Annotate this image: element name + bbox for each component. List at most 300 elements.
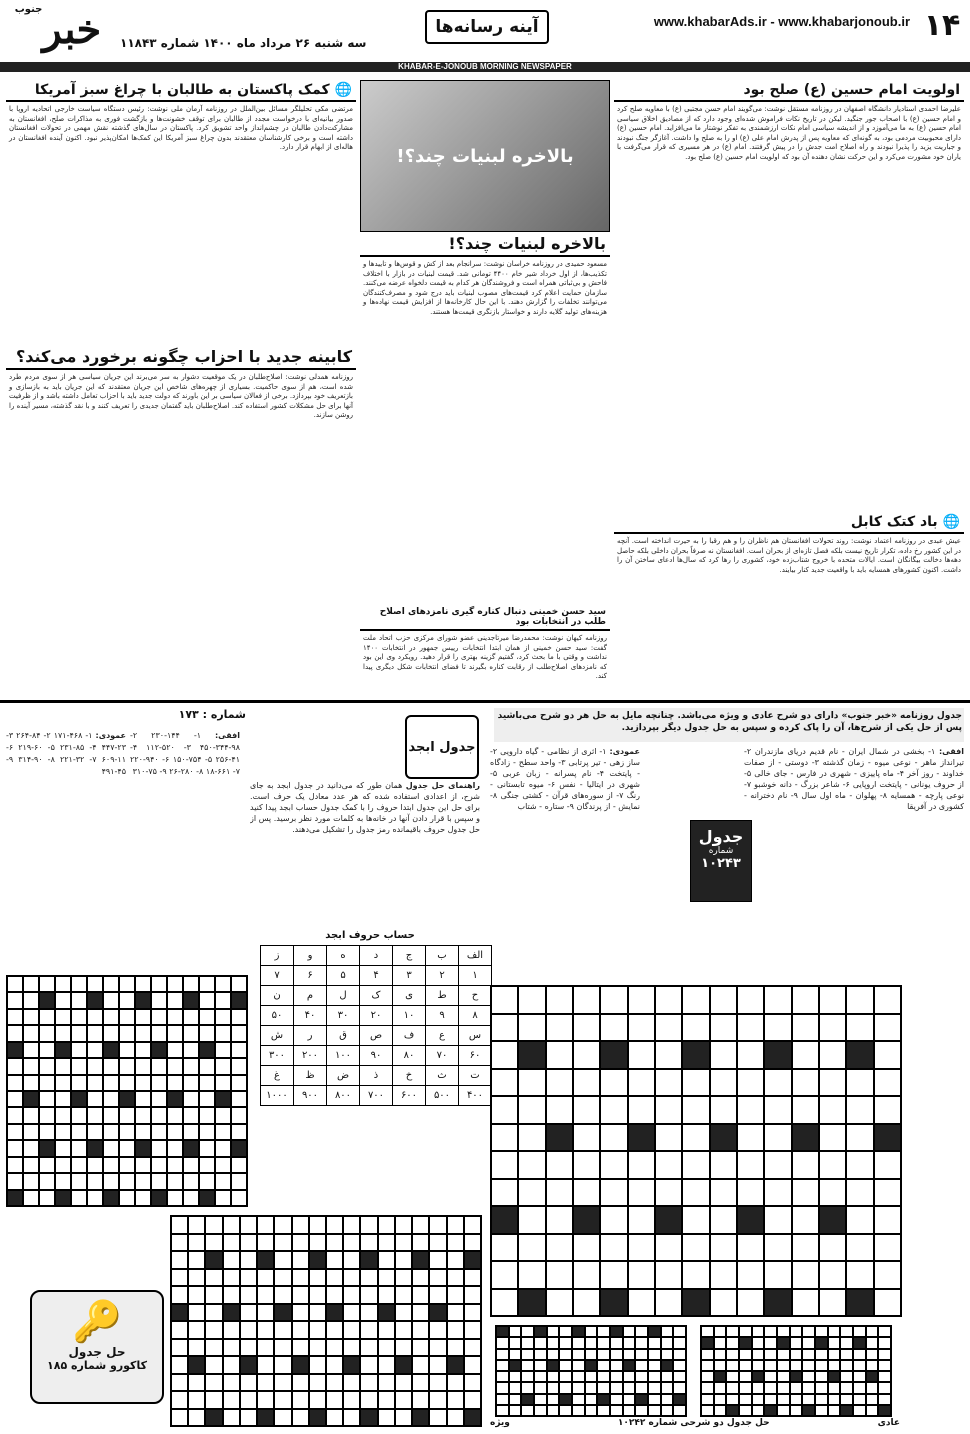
grid-cell[interactable] xyxy=(777,1349,790,1360)
grid-cell[interactable] xyxy=(23,1173,39,1189)
grid-cell[interactable] xyxy=(215,1173,231,1189)
grid-cell[interactable] xyxy=(764,1179,791,1207)
grid-cell[interactable] xyxy=(496,1394,509,1405)
grid-cell[interactable] xyxy=(600,1069,627,1097)
grid-cell[interactable] xyxy=(878,1326,891,1337)
grid-cell[interactable] xyxy=(71,976,87,992)
grid-cell[interactable] xyxy=(87,1058,103,1074)
grid-cell[interactable] xyxy=(777,1337,790,1348)
grid-cell[interactable] xyxy=(257,1321,274,1339)
grid-cell[interactable] xyxy=(135,1140,151,1156)
grid-cell[interactable] xyxy=(819,986,846,1014)
grid-cell[interactable] xyxy=(274,1321,291,1339)
grid-cell[interactable] xyxy=(739,1360,752,1371)
grid-cell[interactable] xyxy=(447,1304,464,1322)
grid-cell[interactable] xyxy=(151,1075,167,1091)
grid-cell[interactable] xyxy=(874,1069,901,1097)
grid-cell[interactable] xyxy=(792,1234,819,1262)
grid-cell[interactable] xyxy=(655,1289,682,1317)
grid-cell[interactable] xyxy=(655,1234,682,1262)
grid-cell[interactable] xyxy=(585,1371,598,1382)
grid-cell[interactable] xyxy=(343,1269,360,1287)
grid-cell[interactable] xyxy=(597,1394,610,1405)
grid-cell[interactable] xyxy=(464,1216,481,1234)
grid-cell[interactable] xyxy=(135,1157,151,1173)
grid-cell[interactable] xyxy=(846,1179,873,1207)
grid-cell[interactable] xyxy=(223,1216,240,1234)
grid-cell[interactable] xyxy=(23,1091,39,1107)
grid-cell[interactable] xyxy=(103,1124,119,1140)
grid-cell[interactable] xyxy=(491,986,518,1014)
grid-cell[interactable] xyxy=(682,1289,709,1317)
grid-cell[interactable] xyxy=(231,1058,247,1074)
grid-cell[interactable] xyxy=(521,1394,534,1405)
grid-cell[interactable] xyxy=(792,1261,819,1289)
grid-cell[interactable] xyxy=(23,1124,39,1140)
grid-cell[interactable] xyxy=(585,1326,598,1337)
grid-cell[interactable] xyxy=(360,1286,377,1304)
grid-cell[interactable] xyxy=(87,1140,103,1156)
grid-cell[interactable] xyxy=(764,1151,791,1179)
grid-cell[interactable] xyxy=(764,1371,777,1382)
grid-cell[interactable] xyxy=(764,1124,791,1152)
grid-cell[interactable] xyxy=(395,1339,412,1357)
grid-cell[interactable] xyxy=(559,1405,572,1416)
grid-cell[interactable] xyxy=(491,1261,518,1289)
grid-cell[interactable] xyxy=(215,1075,231,1091)
grid-cell[interactable] xyxy=(764,1041,791,1069)
grid-cell[interactable] xyxy=(55,1157,71,1173)
grid-cell[interactable] xyxy=(326,1339,343,1357)
grid-cell[interactable] xyxy=(792,1041,819,1069)
grid-cell[interactable] xyxy=(840,1405,853,1416)
grid-cell[interactable] xyxy=(215,1157,231,1173)
grid-cell[interactable] xyxy=(103,1190,119,1206)
grid-cell[interactable] xyxy=(878,1371,891,1382)
grid-cell[interactable] xyxy=(874,1179,901,1207)
grid-cell[interactable] xyxy=(661,1360,674,1371)
grid-cell[interactable] xyxy=(655,1261,682,1289)
grid-cell[interactable] xyxy=(360,1269,377,1287)
grid-cell[interactable] xyxy=(257,1234,274,1252)
grid-cell[interactable] xyxy=(167,992,183,1008)
grid-cell[interactable] xyxy=(547,1405,560,1416)
grid-cell[interactable] xyxy=(764,1014,791,1042)
grid-cell[interactable] xyxy=(183,1075,199,1091)
grid-cell[interactable] xyxy=(199,992,215,1008)
grid-cell[interactable] xyxy=(752,1405,765,1416)
grid-cell[interactable] xyxy=(188,1391,205,1409)
grid-cell[interactable] xyxy=(491,1151,518,1179)
grid-cell[interactable] xyxy=(714,1326,727,1337)
grid-cell[interactable] xyxy=(378,1356,395,1374)
grid-cell[interactable] xyxy=(802,1360,815,1371)
grid-cell[interactable] xyxy=(682,1151,709,1179)
grid-cell[interactable] xyxy=(171,1339,188,1357)
grid-cell[interactable] xyxy=(360,1374,377,1392)
grid-cell[interactable] xyxy=(167,1009,183,1025)
grid-cell[interactable] xyxy=(240,1251,257,1269)
grid-cell[interactable] xyxy=(257,1391,274,1409)
grid-cell[interactable] xyxy=(572,1360,585,1371)
grid-cell[interactable] xyxy=(726,1326,739,1337)
grid-cell[interactable] xyxy=(661,1337,674,1348)
grid-cell[interactable] xyxy=(518,1179,545,1207)
grid-cell[interactable] xyxy=(819,1124,846,1152)
grid-cell[interactable] xyxy=(518,1014,545,1042)
grid-cell[interactable] xyxy=(840,1382,853,1393)
grid-cell[interactable] xyxy=(378,1269,395,1287)
grid-cell[interactable] xyxy=(71,1025,87,1041)
grid-cell[interactable] xyxy=(802,1382,815,1393)
grid-cell[interactable] xyxy=(874,1261,901,1289)
grid-cell[interactable] xyxy=(240,1409,257,1427)
grid-cell[interactable] xyxy=(496,1326,509,1337)
grid-cell[interactable] xyxy=(673,1382,686,1393)
grid-cell[interactable] xyxy=(648,1337,661,1348)
grid-cell[interactable] xyxy=(55,1091,71,1107)
grid-cell[interactable] xyxy=(151,1058,167,1074)
grid-cell[interactable] xyxy=(257,1251,274,1269)
grid-cell[interactable] xyxy=(546,1069,573,1097)
grid-cell[interactable] xyxy=(167,1124,183,1140)
grid-cell[interactable] xyxy=(231,1107,247,1123)
grid-cell[interactable] xyxy=(701,1405,714,1416)
grid-cell[interactable] xyxy=(573,1179,600,1207)
grid-cell[interactable] xyxy=(395,1391,412,1409)
grid-cell[interactable] xyxy=(635,1405,648,1416)
grid-cell[interactable] xyxy=(71,1173,87,1189)
grid-cell[interactable] xyxy=(828,1405,841,1416)
grid-cell[interactable] xyxy=(737,1041,764,1069)
grid-cell[interactable] xyxy=(55,976,71,992)
grid-cell[interactable] xyxy=(39,1042,55,1058)
grid-cell[interactable] xyxy=(710,1206,737,1234)
grid-cell[interactable] xyxy=(188,1216,205,1234)
grid-cell[interactable] xyxy=(597,1382,610,1393)
grid-cell[interactable] xyxy=(509,1360,522,1371)
grid-cell[interactable] xyxy=(292,1356,309,1374)
grid-cell[interactable] xyxy=(628,986,655,1014)
grid-cell[interactable] xyxy=(274,1356,291,1374)
grid-cell[interactable] xyxy=(600,1014,627,1042)
grid-cell[interactable] xyxy=(752,1360,765,1371)
grid-cell[interactable] xyxy=(655,1124,682,1152)
grid-cell[interactable] xyxy=(655,1206,682,1234)
grid-cell[interactable] xyxy=(171,1409,188,1427)
grid-cell[interactable] xyxy=(103,992,119,1008)
grid-cell[interactable] xyxy=(151,976,167,992)
grid-cell[interactable] xyxy=(257,1216,274,1234)
grid-cell[interactable] xyxy=(447,1216,464,1234)
grid-cell[interactable] xyxy=(7,1173,23,1189)
grid-cell[interactable] xyxy=(790,1360,803,1371)
grid-cell[interactable] xyxy=(412,1286,429,1304)
grid-cell[interactable] xyxy=(167,1107,183,1123)
grid-cell[interactable] xyxy=(790,1405,803,1416)
grid-cell[interactable] xyxy=(573,1234,600,1262)
grid-cell[interactable] xyxy=(600,1096,627,1124)
grid-cell[interactable] xyxy=(546,1179,573,1207)
grid-cell[interactable] xyxy=(87,1157,103,1173)
grid-cell[interactable] xyxy=(188,1269,205,1287)
grid-cell[interactable] xyxy=(205,1269,222,1287)
grid-cell[interactable] xyxy=(231,1124,247,1140)
grid-cell[interactable] xyxy=(648,1360,661,1371)
grid-cell[interactable] xyxy=(610,1337,623,1348)
grid-cell[interactable] xyxy=(7,976,23,992)
grid-cell[interactable] xyxy=(648,1382,661,1393)
grid-cell[interactable] xyxy=(491,1069,518,1097)
grid-cell[interactable] xyxy=(866,1326,879,1337)
grid-cell[interactable] xyxy=(547,1326,560,1337)
grid-cell[interactable] xyxy=(661,1394,674,1405)
grid-cell[interactable] xyxy=(464,1391,481,1409)
grid-cell[interactable] xyxy=(429,1234,446,1252)
grid-cell[interactable] xyxy=(726,1337,739,1348)
grid-cell[interactable] xyxy=(682,1206,709,1234)
grid-cell[interactable] xyxy=(55,1140,71,1156)
grid-cell[interactable] xyxy=(790,1371,803,1382)
grid-cell[interactable] xyxy=(878,1394,891,1405)
grid-cell[interactable] xyxy=(792,1289,819,1317)
grid-cell[interactable] xyxy=(673,1360,686,1371)
grid-cell[interactable] xyxy=(55,1042,71,1058)
grid-cell[interactable] xyxy=(215,1042,231,1058)
grid-cell[interactable] xyxy=(777,1405,790,1416)
grid-cell[interactable] xyxy=(55,1058,71,1074)
grid-cell[interactable] xyxy=(171,1374,188,1392)
grid-cell[interactable] xyxy=(764,1360,777,1371)
grid-cell[interactable] xyxy=(326,1269,343,1287)
grid-cell[interactable] xyxy=(764,986,791,1014)
grid-cell[interactable] xyxy=(777,1394,790,1405)
grid-cell[interactable] xyxy=(572,1405,585,1416)
grid-cell[interactable] xyxy=(343,1356,360,1374)
grid-cell[interactable] xyxy=(635,1382,648,1393)
grid-cell[interactable] xyxy=(326,1409,343,1427)
grid-cell[interactable] xyxy=(309,1304,326,1322)
grid-cell[interactable] xyxy=(726,1371,739,1382)
grid-cell[interactable] xyxy=(395,1374,412,1392)
grid-cell[interactable] xyxy=(231,1140,247,1156)
grid-cell[interactable] xyxy=(87,1173,103,1189)
grid-cell[interactable] xyxy=(777,1371,790,1382)
grid-cell[interactable] xyxy=(874,1289,901,1317)
grid-cell[interactable] xyxy=(655,986,682,1014)
grid-cell[interactable] xyxy=(600,1289,627,1317)
grid-cell[interactable] xyxy=(828,1394,841,1405)
grid-cell[interactable] xyxy=(103,1009,119,1025)
grid-cell[interactable] xyxy=(682,1041,709,1069)
grid-cell[interactable] xyxy=(521,1349,534,1360)
grid-cell[interactable] xyxy=(343,1304,360,1322)
grid-cell[interactable] xyxy=(764,1206,791,1234)
grid-cell[interactable] xyxy=(151,1009,167,1025)
grid-cell[interactable] xyxy=(546,1261,573,1289)
grid-cell[interactable] xyxy=(819,1289,846,1317)
grid-cell[interactable] xyxy=(846,1069,873,1097)
grid-cell[interactable] xyxy=(378,1374,395,1392)
grid-cell[interactable] xyxy=(167,1025,183,1041)
grid-cell[interactable] xyxy=(559,1337,572,1348)
grid-cell[interactable] xyxy=(55,1107,71,1123)
grid-cell[interactable] xyxy=(378,1339,395,1357)
grid-cell[interactable] xyxy=(661,1371,674,1382)
grid-cell[interactable] xyxy=(183,1173,199,1189)
grid-cell[interactable] xyxy=(792,1151,819,1179)
grid-cell[interactable] xyxy=(635,1349,648,1360)
grid-cell[interactable] xyxy=(257,1304,274,1322)
grid-cell[interactable] xyxy=(737,1069,764,1097)
grid-cell[interactable] xyxy=(7,992,23,1008)
grid-cell[interactable] xyxy=(215,1009,231,1025)
grid-cell[interactable] xyxy=(682,1096,709,1124)
grid-cell[interactable] xyxy=(199,1075,215,1091)
grid-cell[interactable] xyxy=(623,1382,636,1393)
grid-cell[interactable] xyxy=(572,1382,585,1393)
grid-cell[interactable] xyxy=(447,1409,464,1427)
grid-cell[interactable] xyxy=(623,1405,636,1416)
grid-cell[interactable] xyxy=(635,1394,648,1405)
grid-cell[interactable] xyxy=(71,1140,87,1156)
grid-cell[interactable] xyxy=(215,976,231,992)
grid-cell[interactable] xyxy=(23,1042,39,1058)
grid-cell[interactable] xyxy=(518,1069,545,1097)
grid-cell[interactable] xyxy=(292,1286,309,1304)
grid-cell[interactable] xyxy=(534,1349,547,1360)
grid-cell[interactable] xyxy=(572,1349,585,1360)
grid-cell[interactable] xyxy=(119,1124,135,1140)
grid-cell[interactable] xyxy=(726,1349,739,1360)
grid-cell[interactable] xyxy=(752,1349,765,1360)
grid-cell[interactable] xyxy=(802,1405,815,1416)
grid-cell[interactable] xyxy=(710,1041,737,1069)
grid-cell[interactable] xyxy=(777,1382,790,1393)
grid-cell[interactable] xyxy=(682,1124,709,1152)
grid-cell[interactable] xyxy=(866,1405,879,1416)
grid-cell[interactable] xyxy=(119,976,135,992)
grid-cell[interactable] xyxy=(752,1371,765,1382)
grid-cell[interactable] xyxy=(151,1091,167,1107)
grid-cell[interactable] xyxy=(597,1360,610,1371)
grid-cell[interactable] xyxy=(223,1356,240,1374)
grid-cell[interactable] xyxy=(205,1356,222,1374)
grid-cell[interactable] xyxy=(777,1326,790,1337)
grid-cell[interactable] xyxy=(573,986,600,1014)
grid-cell[interactable] xyxy=(655,1096,682,1124)
grid-cell[interactable] xyxy=(151,1190,167,1206)
grid-cell[interactable] xyxy=(447,1234,464,1252)
grid-cell[interactable] xyxy=(378,1304,395,1322)
grid-cell[interactable] xyxy=(223,1251,240,1269)
grid-cell[interactable] xyxy=(429,1304,446,1322)
grid-cell[interactable] xyxy=(710,1069,737,1097)
grid-cell[interactable] xyxy=(199,1058,215,1074)
grid-cell[interactable] xyxy=(764,1394,777,1405)
grid-cell[interactable] xyxy=(326,1286,343,1304)
grid-cell[interactable] xyxy=(491,1041,518,1069)
grid-cell[interactable] xyxy=(648,1394,661,1405)
grid-cell[interactable] xyxy=(135,1190,151,1206)
grid-cell[interactable] xyxy=(231,1190,247,1206)
grid-cell[interactable] xyxy=(39,976,55,992)
grid-cell[interactable] xyxy=(151,1157,167,1173)
grid-cell[interactable] xyxy=(764,1289,791,1317)
grid-cell[interactable] xyxy=(39,1058,55,1074)
grid-cell[interactable] xyxy=(103,1140,119,1156)
grid-cell[interactable] xyxy=(360,1339,377,1357)
grid-cell[interactable] xyxy=(412,1304,429,1322)
grid-cell[interactable] xyxy=(673,1371,686,1382)
grid-cell[interactable] xyxy=(395,1286,412,1304)
grid-cell[interactable] xyxy=(240,1216,257,1234)
grid-cell[interactable] xyxy=(846,1041,873,1069)
grid-cell[interactable] xyxy=(491,1096,518,1124)
grid-cell[interactable] xyxy=(546,1289,573,1317)
grid-cell[interactable] xyxy=(792,1096,819,1124)
grid-cell[interactable] xyxy=(819,1261,846,1289)
grid-cell[interactable] xyxy=(792,1206,819,1234)
grid-cell[interactable] xyxy=(39,1173,55,1189)
grid-cell[interactable] xyxy=(878,1337,891,1348)
grid-cell[interactable] xyxy=(572,1371,585,1382)
grid-cell[interactable] xyxy=(326,1234,343,1252)
grid-cell[interactable] xyxy=(464,1409,481,1427)
grid-cell[interactable] xyxy=(240,1374,257,1392)
grid-cell[interactable] xyxy=(274,1409,291,1427)
grid-cell[interactable] xyxy=(714,1349,727,1360)
grid-cell[interactable] xyxy=(840,1349,853,1360)
grid-cell[interactable] xyxy=(573,1124,600,1152)
grid-cell[interactable] xyxy=(215,1025,231,1041)
grid-cell[interactable] xyxy=(151,1042,167,1058)
grid-cell[interactable] xyxy=(846,1096,873,1124)
grid-cell[interactable] xyxy=(199,1091,215,1107)
grid-cell[interactable] xyxy=(547,1360,560,1371)
grid-cell[interactable] xyxy=(874,1234,901,1262)
grid-cell[interactable] xyxy=(199,1173,215,1189)
grid-cell[interactable] xyxy=(600,1234,627,1262)
grid-cell[interactable] xyxy=(764,1096,791,1124)
grid-cell[interactable] xyxy=(815,1360,828,1371)
grid-cell[interactable] xyxy=(846,1014,873,1042)
grid-cell[interactable] xyxy=(726,1382,739,1393)
grid-cell[interactable] xyxy=(840,1360,853,1371)
grid-cell[interactable] xyxy=(360,1391,377,1409)
site-urls[interactable]: www.khabarAds.ir - www.khabarjonoub.ir xyxy=(653,14,910,29)
grid-cell[interactable] xyxy=(171,1304,188,1322)
grid-cell[interactable] xyxy=(509,1371,522,1382)
grid-cell[interactable] xyxy=(223,1391,240,1409)
grid-cell[interactable] xyxy=(447,1321,464,1339)
grid-cell[interactable] xyxy=(496,1337,509,1348)
grid-cell[interactable] xyxy=(378,1391,395,1409)
grid-cell[interactable] xyxy=(828,1349,841,1360)
grid-cell[interactable] xyxy=(635,1371,648,1382)
grid-cell[interactable] xyxy=(815,1371,828,1382)
grid-cell[interactable] xyxy=(309,1321,326,1339)
grid-cell[interactable] xyxy=(509,1394,522,1405)
grid-cell[interactable] xyxy=(518,1041,545,1069)
grid-cell[interactable] xyxy=(600,1151,627,1179)
grid-cell[interactable] xyxy=(509,1337,522,1348)
grid-cell[interactable] xyxy=(87,1091,103,1107)
grid-cell[interactable] xyxy=(119,1091,135,1107)
grid-cell[interactable] xyxy=(547,1382,560,1393)
grid-cell[interactable] xyxy=(240,1286,257,1304)
grid-cell[interactable] xyxy=(103,1075,119,1091)
